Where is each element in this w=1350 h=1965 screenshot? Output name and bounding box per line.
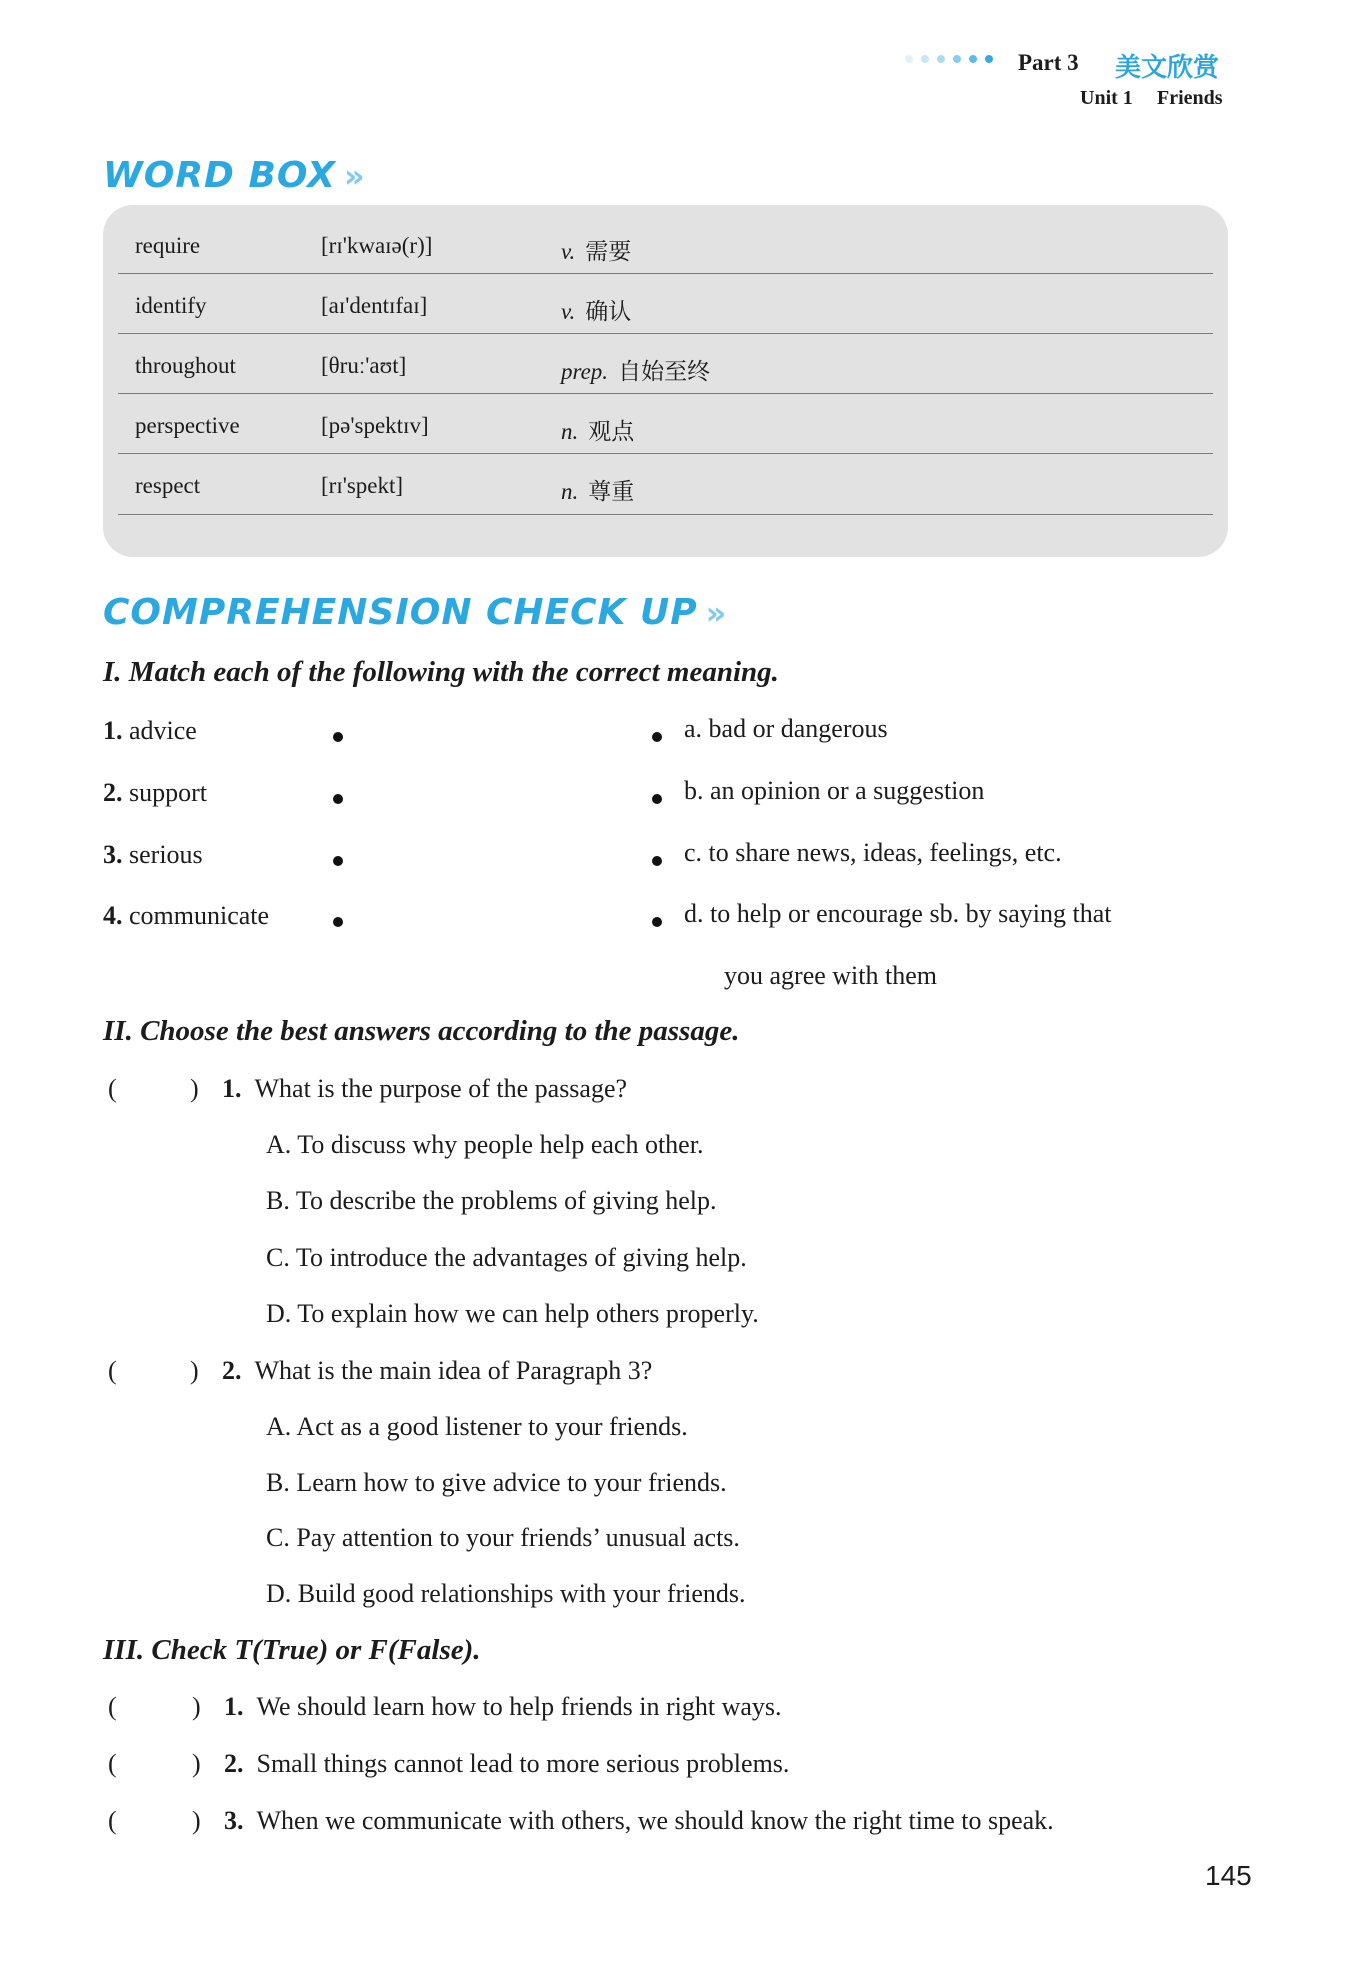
option-letter: d. bbox=[684, 899, 704, 928]
match-left-item bbox=[103, 778, 207, 808]
word-box-title-text: WORD BOX bbox=[103, 155, 336, 196]
header-dot-1 bbox=[905, 55, 913, 63]
answer-blank-open[interactable]: ( bbox=[108, 1749, 117, 1778]
item-text: communicate bbox=[129, 901, 270, 930]
phonetic: [θruː'aʊt] bbox=[321, 353, 407, 378]
item-text: serious bbox=[129, 840, 203, 869]
answer-blank-close[interactable]: ) bbox=[192, 1749, 201, 1778]
header-dot-6 bbox=[985, 55, 993, 63]
match-left-item bbox=[103, 716, 197, 746]
question bbox=[222, 1074, 627, 1104]
header-dot-3 bbox=[937, 55, 945, 63]
chinese-meaning: 尊重 bbox=[588, 479, 635, 505]
word-box-panel bbox=[103, 205, 1228, 557]
option-letter: a. bbox=[684, 714, 703, 743]
header-unit: Unit 1 bbox=[1080, 87, 1133, 109]
statement bbox=[224, 1749, 789, 1779]
answer-blank-open[interactable]: ( bbox=[108, 1692, 117, 1721]
match-dot-right[interactable] bbox=[652, 856, 662, 866]
statement-text: We should learn how to help friends in right ways. bbox=[256, 1692, 782, 1721]
match-right-item bbox=[684, 899, 1111, 929]
answer-blank-close[interactable]: ) bbox=[192, 1806, 201, 1835]
word: identify bbox=[135, 293, 207, 318]
question-option: C. To introduce the advantages of giving help. bbox=[266, 1243, 747, 1272]
comprehension-title bbox=[103, 592, 727, 633]
part3-heading: III. Check T(True) or F(False). bbox=[103, 1634, 481, 1666]
definition bbox=[561, 473, 634, 506]
part2-heading: II. Choose the best answers according to the passage. bbox=[103, 1015, 740, 1047]
chinese-meaning: 观点 bbox=[588, 419, 635, 445]
match-dot-left[interactable] bbox=[333, 732, 343, 742]
header-part-chinese: 美文欣赏 bbox=[1115, 53, 1220, 83]
answer-blank-close[interactable]: ) bbox=[190, 1074, 199, 1103]
option-text: an opinion or a suggestion bbox=[710, 776, 985, 805]
header-dot-4 bbox=[953, 55, 961, 63]
item-number: 4. bbox=[103, 901, 123, 930]
match-dot-left[interactable] bbox=[333, 856, 343, 866]
match-right-continuation: you agree with them bbox=[724, 961, 937, 990]
header-part: Part 3 bbox=[1018, 50, 1079, 75]
header-dot-2 bbox=[921, 55, 929, 63]
part-of-speech: v. bbox=[561, 299, 576, 324]
statement bbox=[224, 1806, 1054, 1836]
match-left-item bbox=[103, 901, 269, 931]
chinese-meaning: 需要 bbox=[585, 239, 632, 265]
question-option: B. To describe the problems of giving help. bbox=[266, 1186, 717, 1215]
header-unit-title: Friends bbox=[1157, 87, 1223, 109]
match-dot-right[interactable] bbox=[652, 732, 662, 742]
match-dot-left[interactable] bbox=[333, 794, 343, 804]
word-row bbox=[103, 293, 1213, 353]
item-number: 1. bbox=[103, 716, 123, 745]
item-number: 3. bbox=[103, 840, 123, 869]
option-letter: b. bbox=[684, 776, 704, 805]
item-number: 2. bbox=[103, 778, 123, 807]
question-option: D. To explain how we can help others properly. bbox=[266, 1299, 759, 1328]
word-row bbox=[103, 233, 1213, 293]
comprehension-title-text: COMPREHENSION CHECK UP bbox=[103, 592, 698, 633]
word: respect bbox=[135, 473, 201, 498]
question-text: What is the main idea of Paragraph 3? bbox=[254, 1356, 653, 1385]
definition bbox=[561, 233, 631, 266]
phonetic: [pə'spektɪv] bbox=[321, 413, 429, 438]
part-of-speech: n. bbox=[561, 479, 579, 504]
question-option: A. To discuss why people help each other. bbox=[266, 1130, 704, 1159]
header-dot-5 bbox=[969, 55, 977, 63]
answer-blank-close[interactable]: ) bbox=[190, 1356, 199, 1385]
phonetic: [rɪ'kwaɪə(r)] bbox=[321, 233, 433, 258]
statement-text: When we communicate with others, we should know the right time to speak. bbox=[256, 1806, 1054, 1835]
phonetic: [aɪ'dentɪfaɪ] bbox=[321, 293, 428, 318]
question bbox=[222, 1356, 652, 1386]
word-row bbox=[103, 473, 1213, 533]
question-option: C. Pay attention to your friends’ unusual acts. bbox=[266, 1523, 740, 1552]
match-right-item bbox=[684, 714, 888, 744]
chinese-meaning: 确认 bbox=[585, 299, 632, 325]
option-text: to share news, ideas, feelings, etc. bbox=[708, 838, 1062, 867]
word-row bbox=[103, 413, 1213, 473]
match-dot-right[interactable] bbox=[652, 917, 662, 927]
definition bbox=[561, 353, 710, 386]
item-text: advice bbox=[129, 716, 197, 745]
question-option: B. Learn how to give advice to your friends. bbox=[266, 1468, 727, 1497]
word: perspective bbox=[135, 413, 240, 438]
definition bbox=[561, 413, 634, 446]
part-of-speech: prep. bbox=[561, 359, 609, 384]
definition bbox=[561, 293, 631, 326]
word: throughout bbox=[135, 353, 236, 378]
statement-number: 2. bbox=[224, 1749, 244, 1778]
question-text: What is the purpose of the passage? bbox=[254, 1074, 628, 1103]
word-box-title bbox=[103, 155, 366, 196]
statement-text: Small things cannot lead to more serious problems. bbox=[256, 1749, 790, 1778]
match-left-item bbox=[103, 840, 203, 870]
chevron-right-icon: » bbox=[705, 594, 728, 632]
part-of-speech: n. bbox=[561, 419, 579, 444]
statement bbox=[224, 1692, 782, 1722]
part1-heading: I. Match each of the following with the correct meaning. bbox=[103, 656, 779, 688]
statement-number: 3. bbox=[224, 1806, 244, 1835]
match-dot-left[interactable] bbox=[333, 917, 343, 927]
answer-blank-close[interactable]: ) bbox=[192, 1692, 201, 1721]
header-dots bbox=[905, 55, 993, 63]
match-right-item bbox=[684, 776, 984, 806]
part-of-speech: v. bbox=[561, 239, 576, 264]
page-number: 145 bbox=[1205, 1860, 1252, 1891]
chevron-right-icon: » bbox=[343, 157, 366, 195]
item-text: support bbox=[129, 778, 207, 807]
answer-blank-open[interactable]: ( bbox=[108, 1356, 117, 1385]
question-option: A. Act as a good listener to your friends. bbox=[266, 1412, 688, 1441]
question-option: D. Build good relationships with your friends. bbox=[266, 1579, 746, 1608]
match-dot-right[interactable] bbox=[652, 794, 662, 804]
phonetic: [rɪ'spekt] bbox=[321, 473, 404, 498]
word-row bbox=[103, 353, 1213, 413]
word: require bbox=[135, 233, 201, 258]
answer-blank-open[interactable]: ( bbox=[108, 1074, 117, 1103]
answer-blank-open[interactable]: ( bbox=[108, 1806, 117, 1835]
option-text: bad or dangerous bbox=[708, 714, 888, 743]
question-number: 1. bbox=[222, 1074, 242, 1103]
match-right-item bbox=[684, 838, 1062, 868]
option-text: to help or encourage sb. by saying that bbox=[710, 899, 1112, 928]
statement-number: 1. bbox=[224, 1692, 244, 1721]
chinese-meaning: 自始至终 bbox=[618, 359, 711, 385]
question-number: 2. bbox=[222, 1356, 242, 1385]
option-letter: c. bbox=[684, 838, 703, 867]
